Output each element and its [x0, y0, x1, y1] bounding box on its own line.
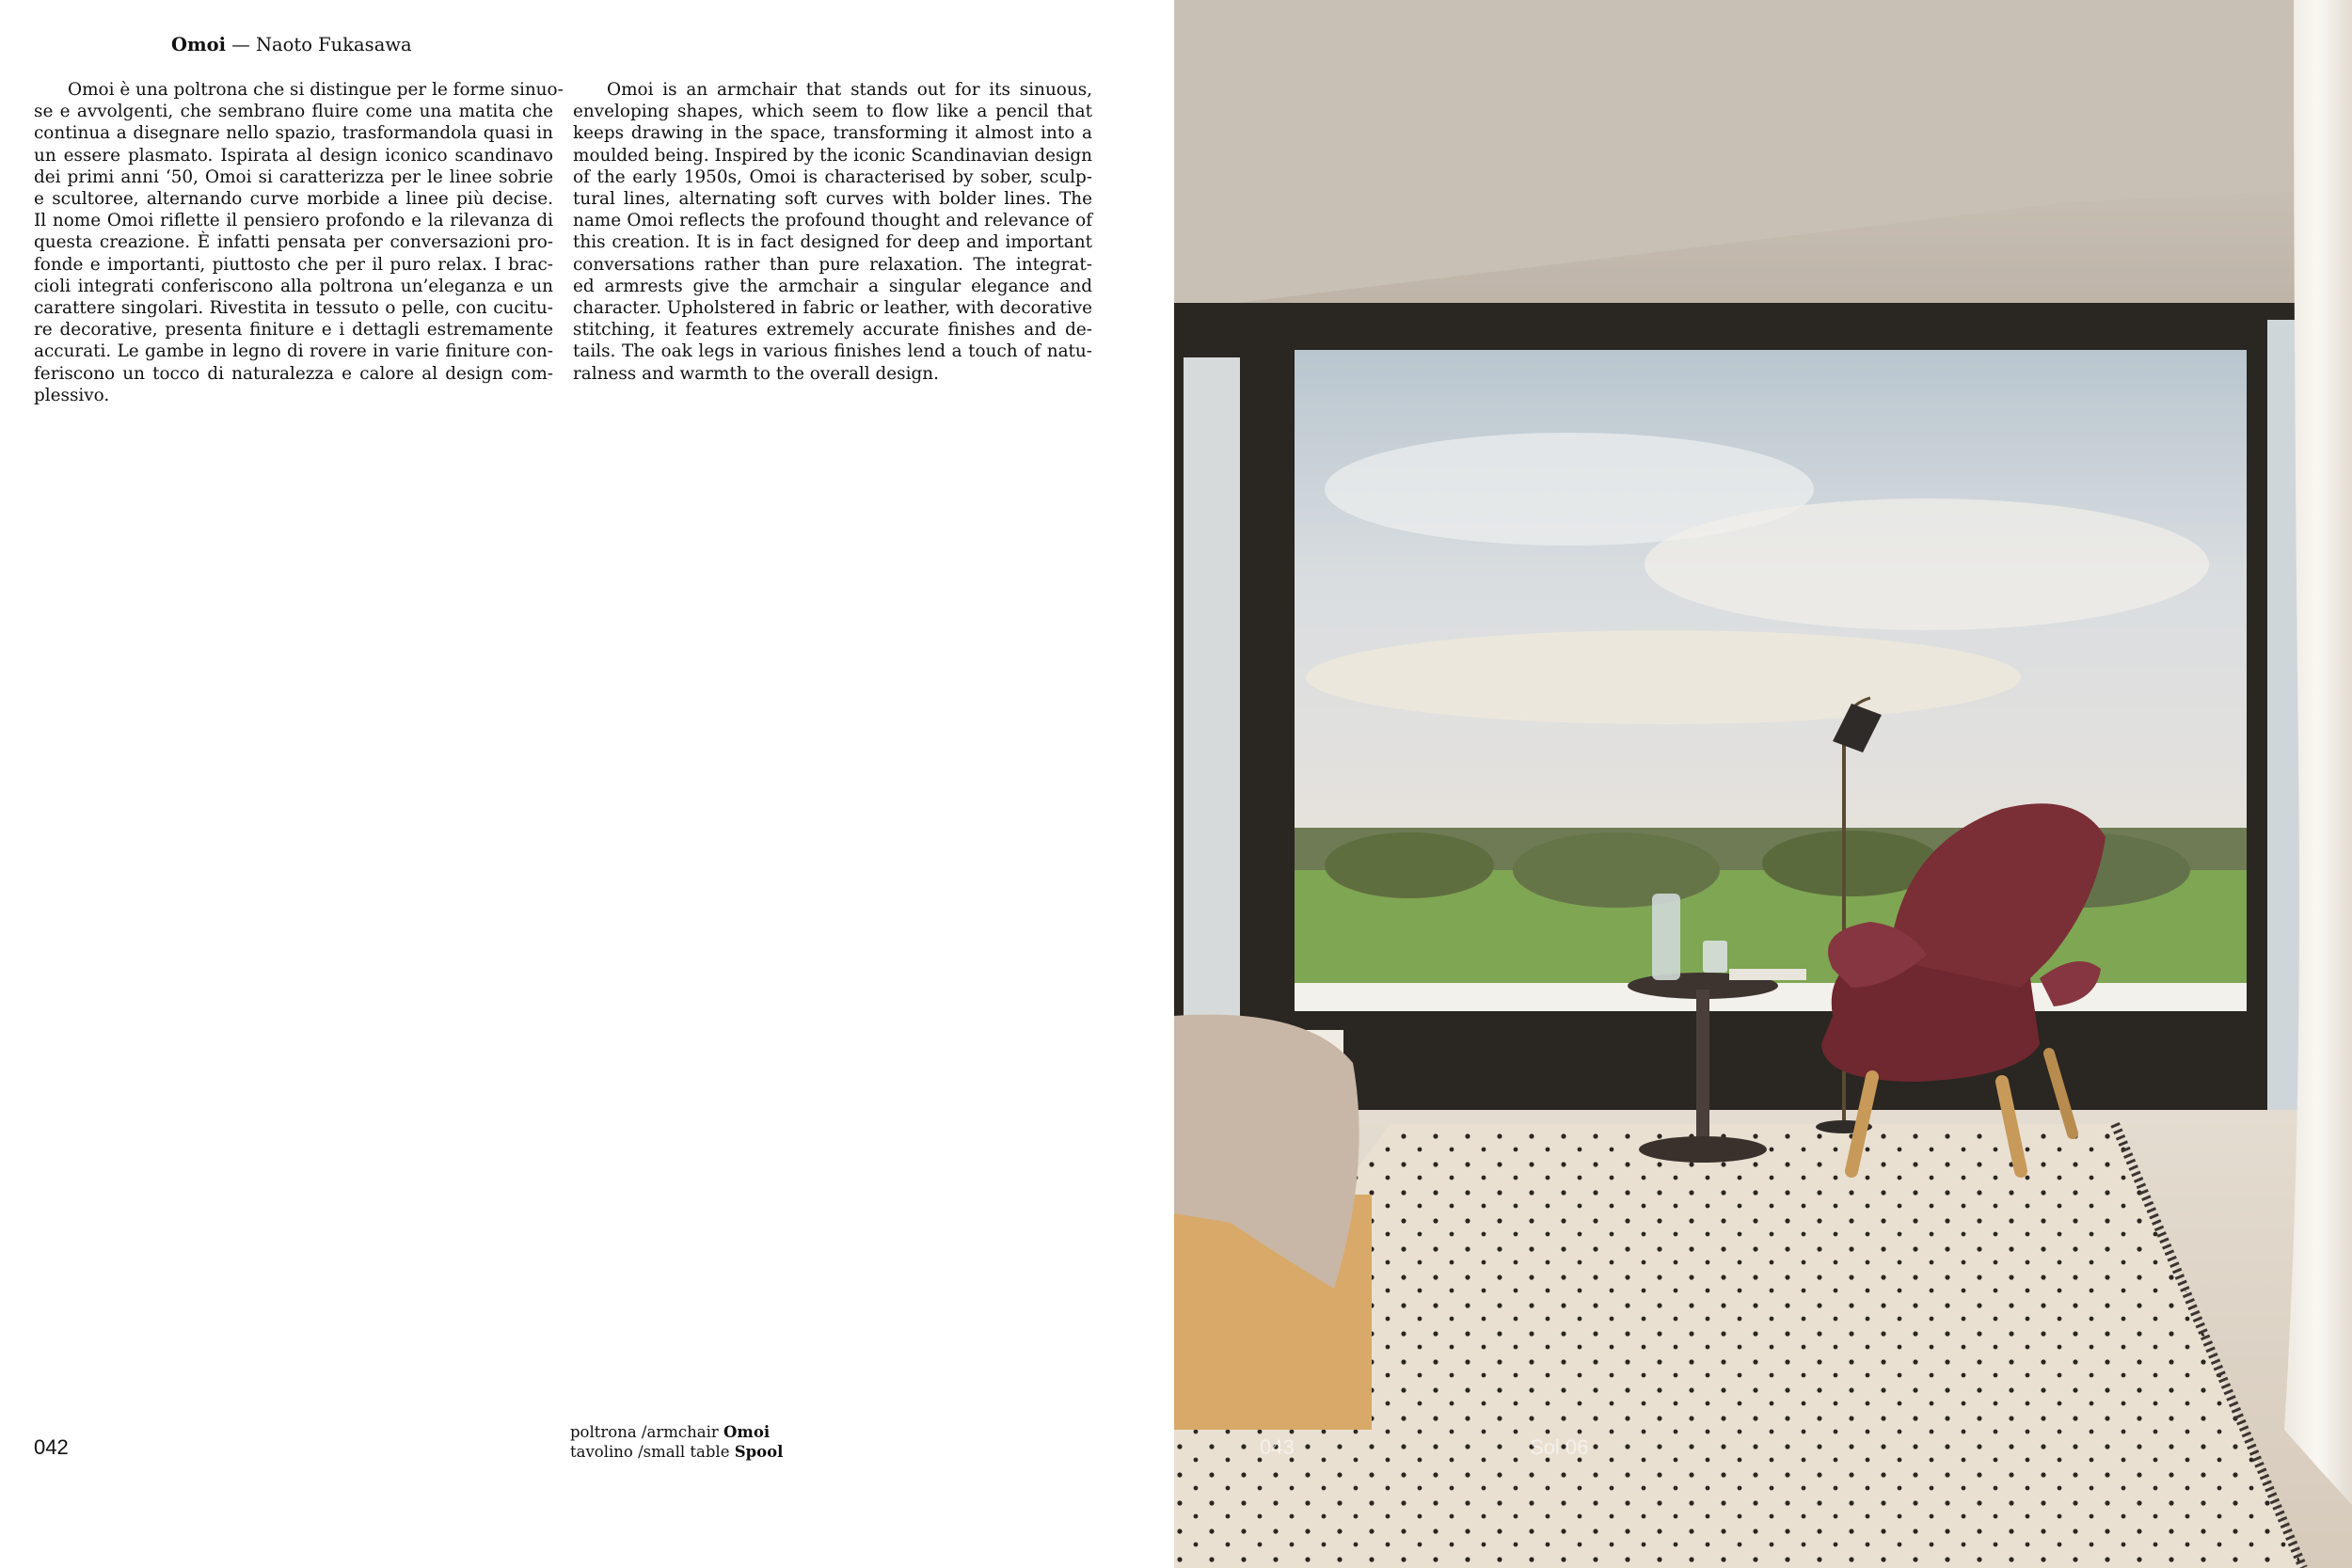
page-number-left: 042: [34, 1435, 69, 1459]
italian-text-line: fonde e importanti, piuttosto che per il puro relax. I brac-: [34, 254, 553, 275]
english-text-line: moulded being. Inspired by the iconic Scandinavian design: [573, 145, 1092, 166]
italian-text-line: feriscono un tocco di naturalezza e calore al design com-: [34, 363, 553, 384]
italian-text-line: Omoi è una poltrona che si distingue per le forme sinuo-: [68, 80, 564, 100]
caption-armchair-label: poltrona /armchair: [570, 1423, 723, 1441]
english-text-line: name Omoi reflects the profound thought and relevance of: [573, 211, 1092, 231]
bedroom-armchair-photo: [1174, 0, 2352, 1568]
caption-line-armchair: [570, 1422, 783, 1442]
italian-text-line: continua a disegnare nello spazio, trasformandola quasi in: [34, 123, 553, 144]
english-text-line: keeps drawing in the space, transforming it almost into a: [573, 123, 1092, 144]
english-text-line: ed armrests give the armchair a singular elegance and: [573, 276, 1092, 296]
caption-table-name: Spool: [734, 1443, 784, 1461]
product-title: Omoi: [171, 34, 227, 55]
italian-description: [34, 79, 564, 406]
product-heading: [171, 34, 412, 55]
italian-text-line: cioli integrati conferiscono alla poltrona un’eleganza e un: [34, 276, 553, 296]
photo-illustration: [1174, 0, 2352, 1568]
italian-text-line: Il nome Omoi riflette il pensiero profondo e la rilevanza di: [34, 211, 553, 231]
english-text-line: ralness and warmth to the overall design.: [573, 363, 939, 384]
english-text-line: conversations rather than pure relaxation. The integrat-: [573, 254, 1092, 275]
collection-label: Sol 06: [1530, 1435, 1589, 1459]
italian-text-line: e scultoree, alternando curve morbide a linee più decise.: [34, 189, 553, 210]
english-text-line: this creation. It is in fact designed for deep and important: [573, 232, 1092, 253]
photo-caption: [570, 1422, 783, 1462]
caption-armchair-name: Omoi: [723, 1423, 771, 1441]
italian-text-line: plessivo.: [34, 385, 110, 405]
page-number-right: 043: [1260, 1435, 1295, 1459]
heading-separator: —: [231, 34, 250, 55]
italian-text-line: re decorative, presenta finiture e i dettagli estremamente: [34, 320, 553, 341]
caption-line-table: [570, 1442, 783, 1462]
english-text-line: tails. The oak legs in various finishes lend a touch of natu-: [573, 341, 1092, 362]
italian-text-line: un essere plasmato. Ispirata al design iconico scandinavo: [34, 145, 553, 166]
english-description: [573, 79, 1092, 385]
english-text-line: of the early 1950s, Omoi is characterised by sober, sculp-: [573, 166, 1092, 187]
carafe: [1652, 894, 1680, 980]
italian-text-line: carattere singolari. Rivestita in tessuto o pelle, con cucitu-: [34, 298, 553, 319]
italian-text-line: dei primi anni ‘50, Omoi si caratterizza per le linee sobrie: [34, 166, 553, 187]
caption-table-label: tavolino /small table: [570, 1443, 735, 1461]
english-text-line: stitching, it features extremely accurate finishes and de-: [573, 320, 1092, 341]
designer-name: Naoto Fukasawa: [255, 34, 412, 55]
english-text-line: tural lines, alternating soft curves with bolder lines. The: [573, 189, 1092, 210]
italian-text-line: se e avvolgenti, che sembrano fluire come una matita che: [34, 102, 553, 122]
italian-text-line: questa creazione. È infatti pensata per conversazioni pro-: [34, 232, 553, 253]
left-page: [0, 0, 1174, 1568]
english-text-line: character. Upholstered in fabric or leather, with decorative: [573, 298, 1092, 319]
english-text-line: enveloping shapes, which seem to flow like a pencil that: [573, 102, 1092, 122]
italian-text-line: accurati. Le gambe in legno di rovere in varie finiture con-: [34, 341, 553, 362]
english-text-line: Omoi is an armchair that stands out for its sinuous,: [607, 80, 1092, 100]
